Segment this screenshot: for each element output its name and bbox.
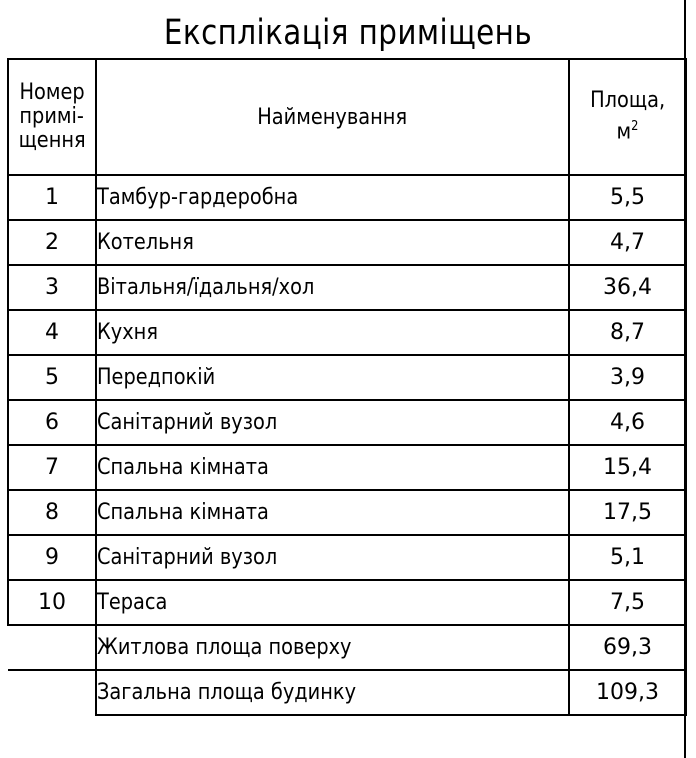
- header-area: [569, 59, 686, 175]
- room-number: 2: [8, 220, 96, 265]
- room-number: 4: [8, 310, 96, 355]
- table-row: [8, 310, 686, 355]
- table-row: [8, 265, 686, 310]
- header-area-unit: м: [616, 119, 632, 145]
- room-number: 6: [8, 400, 96, 445]
- room-area: 7,5: [569, 580, 686, 625]
- room-name: Санітарний вузол: [96, 535, 569, 580]
- header-number-line3: щення: [18, 128, 86, 153]
- total-overall-area: 109,3: [569, 670, 686, 715]
- total-row-overall: [8, 670, 686, 715]
- room-area: 4,6: [569, 400, 686, 445]
- blank-cell: [8, 670, 96, 715]
- table-header-row: [8, 59, 686, 175]
- room-name: Передпокій: [96, 355, 569, 400]
- room-name: Санітарний вузол: [96, 400, 569, 445]
- room-explication-table: [7, 58, 687, 716]
- total-overall-label: Загальна площа будинку: [96, 670, 569, 715]
- table-title: Експлікація приміщень: [163, 13, 533, 53]
- table-row: [8, 220, 686, 265]
- room-area: 5,1: [569, 535, 686, 580]
- room-name: Спальна кімната: [96, 445, 569, 490]
- room-name: Тамбур-гардеробна: [96, 175, 569, 220]
- table-row: [8, 445, 686, 490]
- table-row: [8, 400, 686, 445]
- table-row: [8, 355, 686, 400]
- header-area-unit-sup: 2: [631, 119, 639, 135]
- room-name: Котельня: [96, 220, 569, 265]
- room-number: 1: [8, 175, 96, 220]
- table-row: [8, 490, 686, 535]
- header-number-line1: Номер: [19, 80, 85, 105]
- room-name: Вітальня/їдальня/хол: [96, 265, 569, 310]
- room-name: Кухня: [96, 310, 569, 355]
- room-area: 15,4: [569, 445, 686, 490]
- table-row: [8, 175, 686, 220]
- total-living-label: Житлова площа поверху: [96, 625, 569, 670]
- total-living-area: 69,3: [569, 625, 686, 670]
- room-area: 3,9: [569, 355, 686, 400]
- table-row: [8, 535, 686, 580]
- header-area-label: Площа,: [589, 88, 666, 114]
- header-room-name: Найменування: [96, 59, 569, 175]
- total-row-living: [8, 625, 686, 670]
- table-row: [8, 580, 686, 625]
- room-area: 5,5: [569, 175, 686, 220]
- room-number: 3: [8, 265, 96, 310]
- header-number-line2: примі-: [19, 104, 85, 129]
- room-number: 8: [8, 490, 96, 535]
- room-area: 17,5: [569, 490, 686, 535]
- blank-cell: [8, 625, 96, 670]
- room-number: 10: [8, 580, 96, 625]
- room-name: Спальна кімната: [96, 490, 569, 535]
- room-area: 8,7: [569, 310, 686, 355]
- room-number: 7: [8, 445, 96, 490]
- room-name: Тераса: [96, 580, 569, 625]
- room-number: 5: [8, 355, 96, 400]
- room-area: 4,7: [569, 220, 686, 265]
- header-room-number: [8, 59, 96, 175]
- room-area: 36,4: [569, 265, 686, 310]
- room-number: 9: [8, 535, 96, 580]
